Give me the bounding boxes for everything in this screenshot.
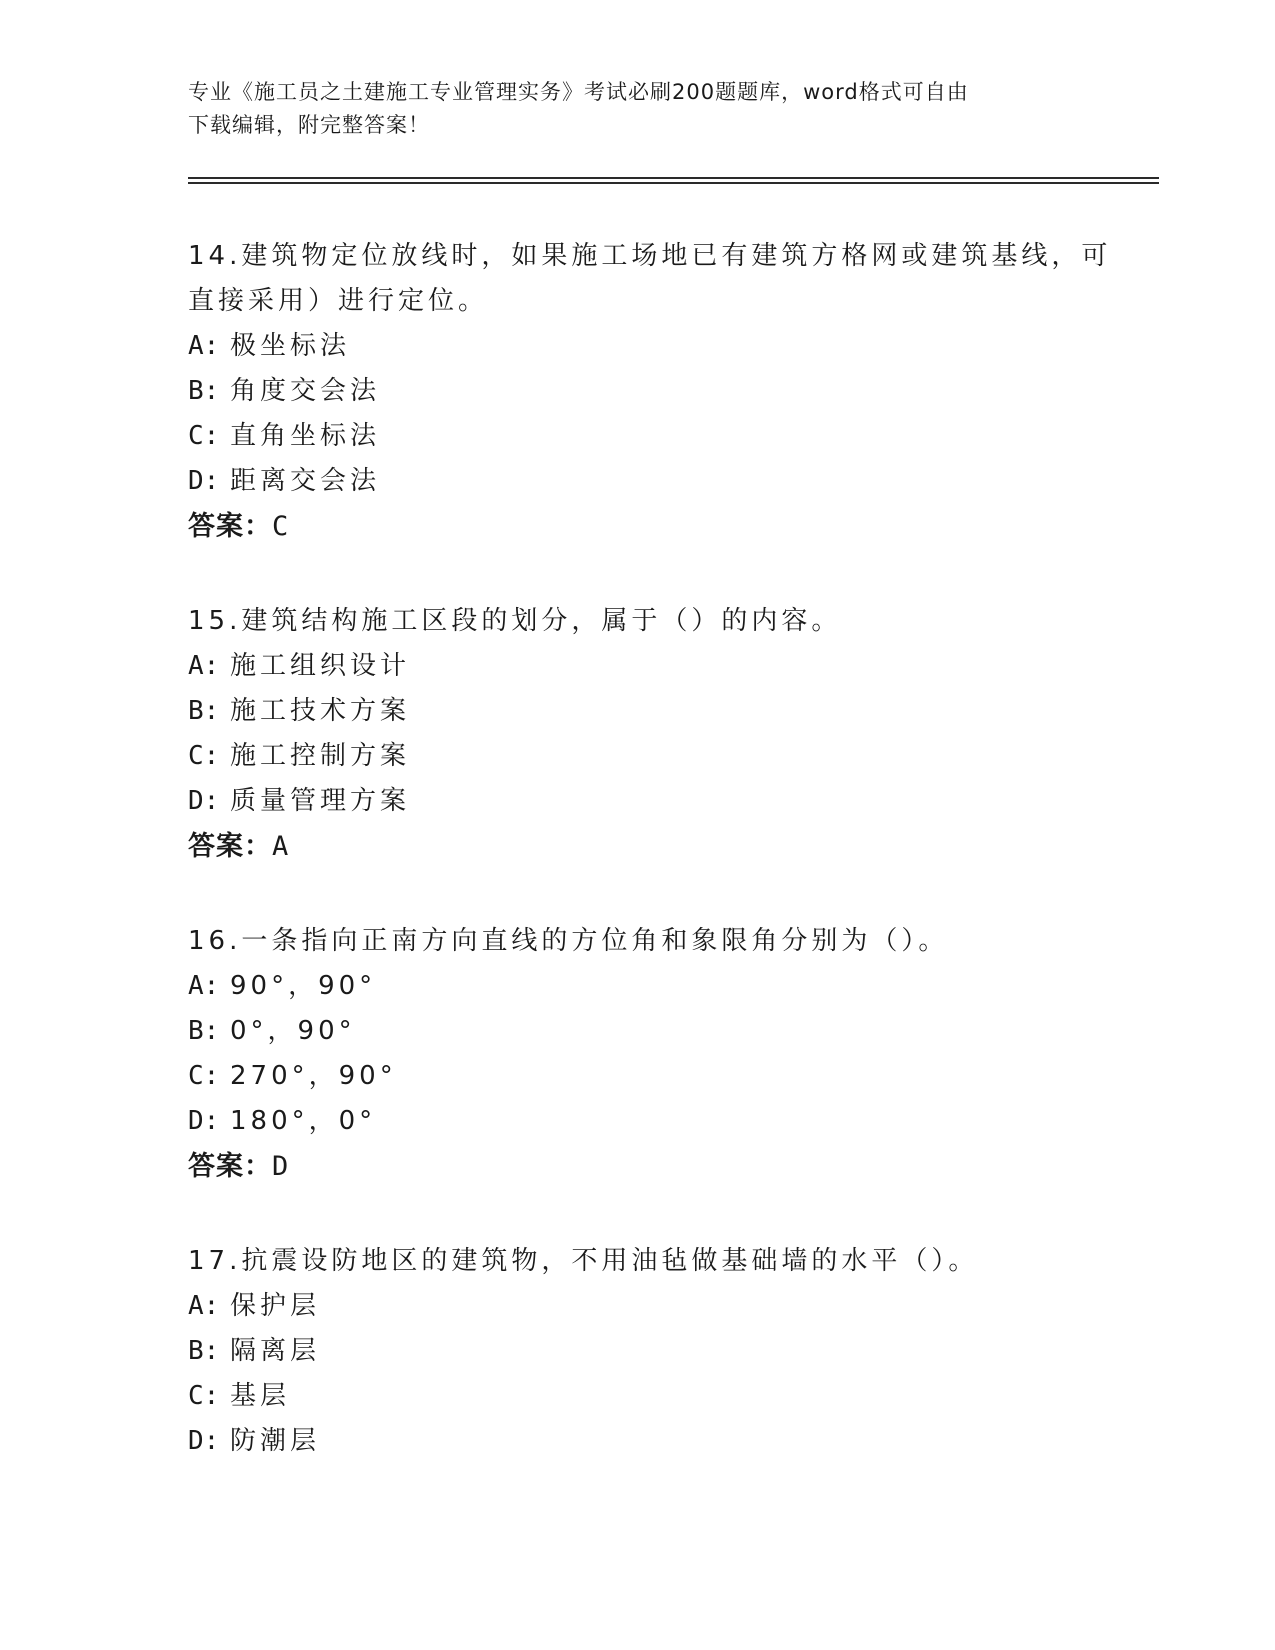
option-text: 质量管理方案	[230, 786, 411, 816]
option-c	[188, 1054, 1088, 1099]
option-letter: D:	[188, 466, 220, 496]
question-stem-line: 14.建筑物定位放线时，如果施工场地已有建筑方格网或建筑基线，可	[188, 241, 1112, 271]
option-text: 防潮层	[230, 1426, 321, 1456]
option-text: 90°，90°	[230, 971, 377, 1001]
option-letter: B:	[188, 696, 220, 726]
option-letter: C:	[188, 1061, 220, 1091]
option-a	[188, 324, 1088, 369]
option-d	[188, 1419, 1088, 1464]
option-d	[188, 459, 1088, 504]
header-divider-bottom	[188, 182, 1159, 184]
option-text: 施工控制方案	[230, 741, 411, 771]
option-text: 施工技术方案	[230, 696, 411, 726]
option-text: 270°，90°	[230, 1061, 397, 1091]
option-text: 施工组织设计	[230, 651, 411, 681]
header-line-2: 下载编辑，附完整答案！	[188, 113, 430, 137]
option-letter: B:	[188, 1016, 220, 1046]
answer-line	[188, 824, 1088, 869]
header-line-1: 专业《施工员之土建施工专业管理实务》考试必刷200题题库，word格式可自由	[188, 80, 969, 104]
answer-label: 答案：	[188, 1151, 272, 1182]
option-letter: D:	[188, 786, 220, 816]
header-divider-top	[188, 177, 1159, 179]
answer-value: C	[272, 511, 290, 542]
option-letter: A:	[188, 971, 220, 1001]
option-letter: C:	[188, 1381, 220, 1411]
option-letter: C:	[188, 741, 220, 771]
option-text: 基层	[230, 1381, 291, 1411]
answer-label: 答案：	[188, 511, 272, 542]
option-letter: B:	[188, 1336, 220, 1366]
option-a	[188, 964, 1088, 1009]
option-letter: B:	[188, 376, 220, 406]
option-text: 保护层	[230, 1291, 321, 1321]
option-c	[188, 734, 1088, 779]
answer-value: A	[272, 831, 290, 862]
option-b	[188, 1009, 1088, 1054]
option-text: 0°，90°	[230, 1016, 356, 1046]
answer-line	[188, 1144, 1088, 1189]
option-letter: A:	[188, 651, 220, 681]
option-b	[188, 369, 1088, 414]
option-b	[188, 689, 1088, 734]
option-d	[188, 779, 1088, 824]
option-text: 隔离层	[230, 1336, 321, 1366]
question-15	[188, 599, 1088, 869]
question-16	[188, 919, 1088, 1189]
question-14	[188, 234, 1112, 549]
option-text: 角度交会法	[230, 376, 381, 406]
option-a	[188, 1284, 1088, 1329]
option-text: 距离交会法	[230, 466, 381, 496]
document-header	[188, 76, 1088, 142]
question-stem-line: 直接采用）进行定位。	[188, 286, 489, 316]
option-c	[188, 414, 1088, 459]
question-17	[188, 1239, 1088, 1464]
option-letter: D:	[188, 1106, 220, 1136]
question-stem-line: 15.建筑结构施工区段的划分，属于（）的内容。	[188, 606, 842, 636]
option-a	[188, 644, 1088, 689]
question-stem-line: 16.一条指向正南方向直线的方位角和象限角分别为（）。	[188, 926, 949, 956]
option-b	[188, 1329, 1088, 1374]
option-c	[188, 1374, 1088, 1419]
answer-value: D	[272, 1151, 290, 1182]
option-text: 直角坐标法	[230, 421, 381, 451]
question-stem-line: 17.抗震设防地区的建筑物，不用油毡做基础墙的水平（）。	[188, 1246, 979, 1276]
option-letter: D:	[188, 1426, 220, 1456]
answer-label: 答案：	[188, 831, 272, 862]
answer-line	[188, 504, 1088, 549]
option-text: 180°，0°	[230, 1106, 377, 1136]
option-letter: A:	[188, 1291, 220, 1321]
option-letter: A:	[188, 331, 220, 361]
option-d	[188, 1099, 1088, 1144]
option-text: 极坐标法	[230, 331, 351, 361]
option-letter: C:	[188, 421, 220, 451]
